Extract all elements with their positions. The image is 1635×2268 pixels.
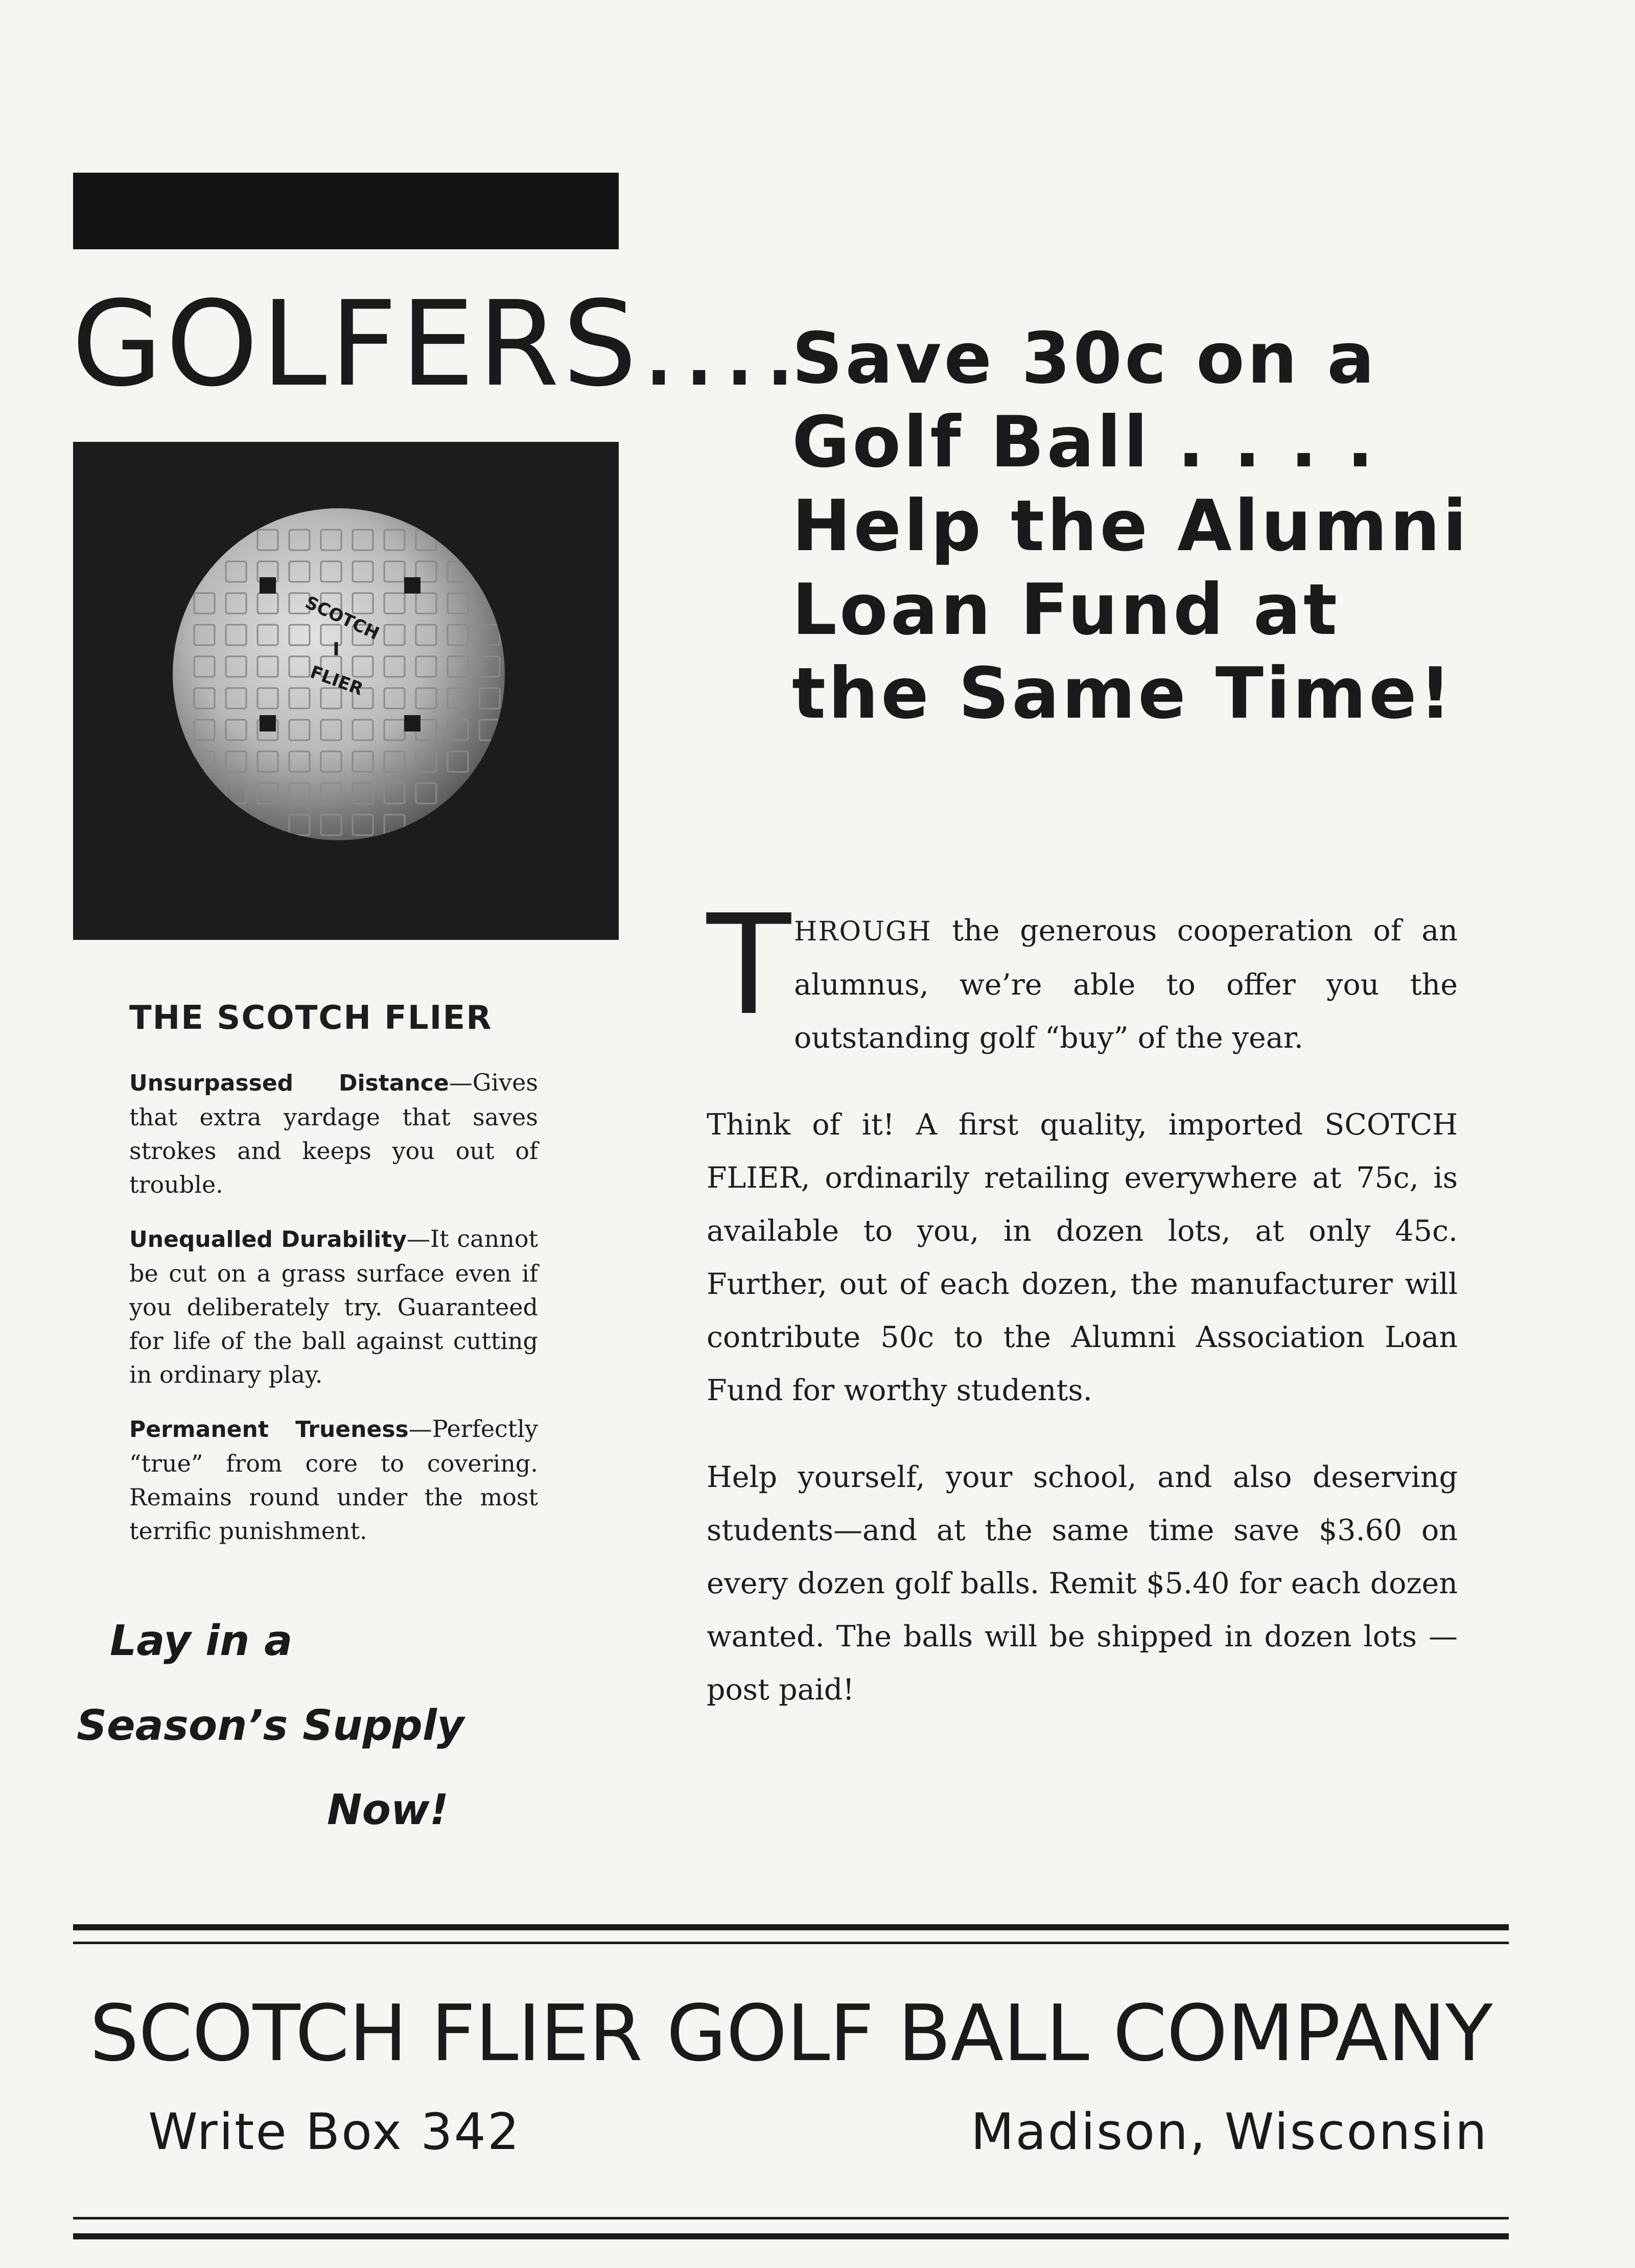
- subhead-line: Help the Alumni: [792, 485, 1469, 567]
- body-paragraph-3: Help yourself, your school, and also deserving students—and at the same time save $3.60 on every dozen golf balls. Remit $5.40 for each dozen wanted. The balls will be shipped in dozen lots — post paid!: [707, 1460, 1458, 1707]
- divider-rule: [73, 2217, 1509, 2219]
- feature-name: Unsurpassed Distance: [129, 1070, 449, 1096]
- subhead-line: the Same Time!: [792, 652, 1454, 735]
- divider-rule: [73, 1924, 1509, 1930]
- feature-text: —Gives that extra yardage that saves strokes and keeps you out of trouble.: [129, 1069, 538, 1198]
- slogan-line-3: Now!: [327, 1786, 449, 1834]
- ball-label-mid: I: [333, 639, 340, 660]
- feature-name: Unequalled Durability: [129, 1226, 407, 1253]
- body-paragraph-2: Think of it! A first quality, imported SCOTCH FLIER, ordinarily retailing everywhere at 75c, is available to you, in dozen lots, at only 45c. Further, out of each dozen, the manufacturer will contribute 50c to the Alumni Association Loan Fund for worthy students.: [707, 1108, 1458, 1407]
- feature-text: —Perfectly “true” from core to covering. Remains round under the most terrific punishment.: [129, 1415, 538, 1545]
- address-box: Write Box 342: [148, 2103, 521, 2161]
- feature-list: [129, 1001, 538, 1568]
- feature-item: [129, 1066, 538, 1201]
- paragraph-1-text: the generous cooperation of an alumnus, we’re able to offer you the outstanding golf “buy” of the year.: [793, 914, 1458, 1055]
- golf-ball-photo: [73, 442, 619, 940]
- headline: GOLFERS....: [72, 276, 802, 413]
- ball-label-top: SCOTCH: [301, 592, 383, 644]
- header-black-bar: [73, 173, 619, 249]
- slogan-line-2: Season’s Supply: [77, 1702, 464, 1750]
- feature-list-title: THE SCOTCH FLIER: [129, 999, 493, 1037]
- body-paragraph-1: [707, 885, 1458, 1065]
- lead-in: HROUGH: [793, 916, 932, 947]
- slogan-line-1: Lay in a: [110, 1617, 293, 1665]
- divider-rule: [73, 2233, 1509, 2239]
- divider-rule: [73, 1942, 1509, 1944]
- drop-cap: T: [707, 885, 791, 1046]
- golf-ball-icon: [73, 442, 619, 940]
- ball-label-bottom: FLIER: [307, 662, 366, 700]
- subhead-line: Loan Fund at: [792, 569, 1340, 651]
- subhead-line: Golf Ball . . . .: [792, 401, 1376, 483]
- feature-item: [129, 1412, 538, 1548]
- company-name: SCOTCH FLIER GOLF BALL COMPANY: [89, 1988, 1492, 2078]
- feature-item: [129, 1222, 538, 1391]
- subhead-line: Save 30c on a: [792, 317, 1377, 399]
- address-city: Madison, Wisconsin: [971, 2103, 1488, 2161]
- subhead: [792, 317, 1589, 736]
- feature-text: —It cannot be cut on a grass surface even if you deliberately try. Guaranteed for life of the ball against cutting in ordinary play.: [129, 1225, 538, 1388]
- body-copy: [707, 885, 1458, 1750]
- feature-name: Permanent Trueness: [129, 1416, 409, 1443]
